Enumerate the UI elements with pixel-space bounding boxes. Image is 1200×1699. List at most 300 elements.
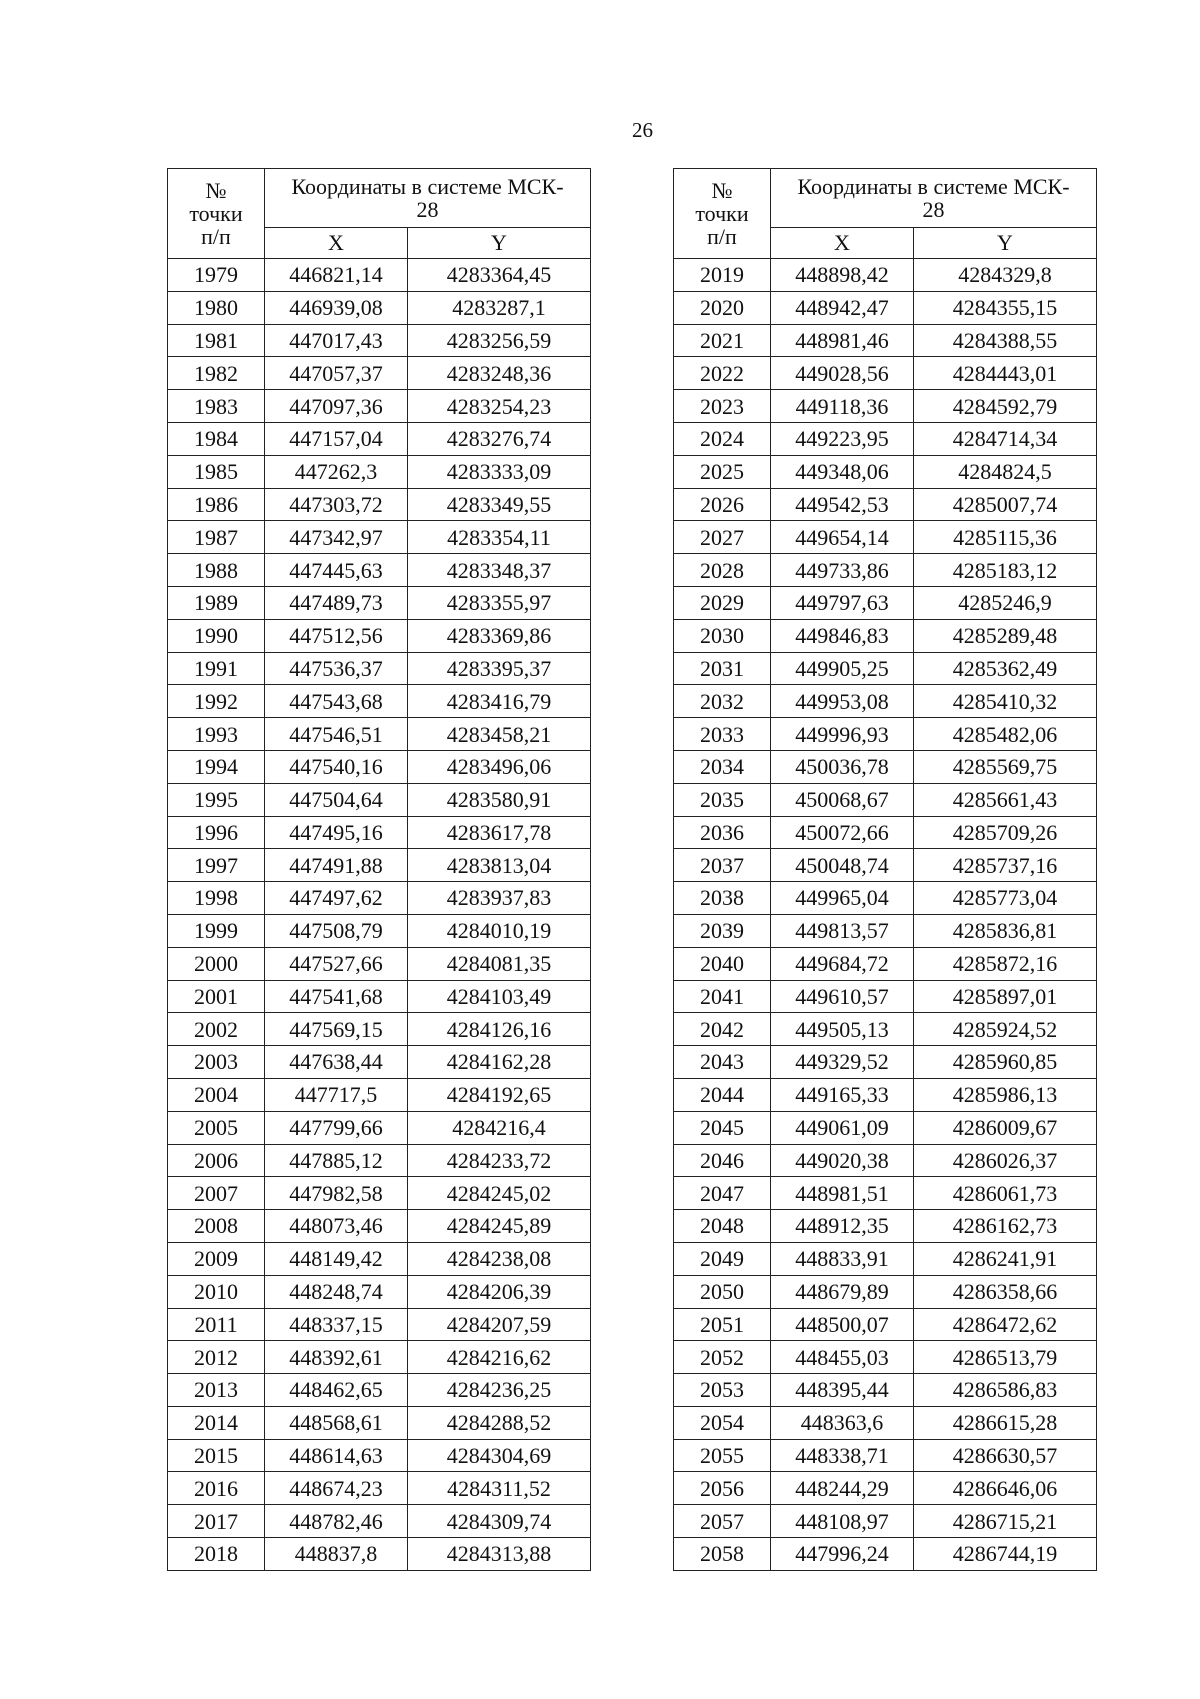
point-number-cell: 2018 (168, 1538, 265, 1571)
x-coordinate-cell: 448837,8 (265, 1538, 408, 1571)
point-number-cell: 2040 (674, 947, 771, 980)
x-coordinate-cell: 449797,63 (771, 586, 914, 619)
point-number-cell: 2023 (674, 390, 771, 423)
y-coordinate-cell: 4286241,91 (914, 1242, 1097, 1275)
x-header: X (771, 228, 914, 259)
point-number-cell: 2027 (674, 521, 771, 554)
x-coordinate-cell: 447638,44 (265, 1046, 408, 1079)
x-coordinate-cell: 449654,14 (771, 521, 914, 554)
table-row (168, 1472, 591, 1505)
x-coordinate-cell: 449953,08 (771, 685, 914, 718)
table-row (674, 488, 1097, 521)
point-number-cell: 2014 (168, 1406, 265, 1439)
y-coordinate-cell: 4285115,36 (914, 521, 1097, 554)
x-coordinate-cell: 448981,46 (771, 324, 914, 357)
table-row (674, 1406, 1097, 1439)
y-coordinate-cell: 4286026,37 (914, 1144, 1097, 1177)
y-coordinate-cell: 4283580,91 (408, 783, 591, 816)
y-coordinate-cell: 4284824,5 (914, 455, 1097, 488)
y-coordinate-cell: 4283348,37 (408, 554, 591, 587)
table-row (168, 1538, 591, 1571)
x-coordinate-cell: 449020,38 (771, 1144, 914, 1177)
point-number-cell: 2049 (674, 1242, 771, 1275)
x-coordinate-cell: 447512,56 (265, 619, 408, 652)
x-coordinate-cell: 447885,12 (265, 1144, 408, 1177)
point-number-cell: 2007 (168, 1177, 265, 1210)
table-row (168, 783, 591, 816)
point-number-cell: 2051 (674, 1308, 771, 1341)
y-coordinate-cell: 4283364,45 (408, 259, 591, 292)
y-coordinate-cell: 4283355,97 (408, 586, 591, 619)
table-body-left (168, 259, 591, 1571)
x-coordinate-cell: 447495,16 (265, 816, 408, 849)
point-number-cell: 1997 (168, 849, 265, 882)
table-row (168, 1078, 591, 1111)
x-coordinate-cell: 448462,65 (265, 1374, 408, 1407)
y-coordinate-cell: 4283354,11 (408, 521, 591, 554)
y-coordinate-cell: 4286513,79 (914, 1341, 1097, 1374)
y-coordinate-cell: 4284216,4 (408, 1111, 591, 1144)
point-number-cell: 2055 (674, 1439, 771, 1472)
x-coordinate-cell: 448679,89 (771, 1275, 914, 1308)
x-coordinate-cell: 448337,15 (265, 1308, 408, 1341)
y-coordinate-cell: 4286162,73 (914, 1210, 1097, 1243)
table-row (168, 1144, 591, 1177)
y-coordinate-cell: 4284592,79 (914, 390, 1097, 423)
table-row (674, 324, 1097, 357)
y-coordinate-cell: 4284245,02 (408, 1177, 591, 1210)
y-coordinate-cell: 4283496,06 (408, 750, 591, 783)
table-row (168, 488, 591, 521)
table-row (674, 455, 1097, 488)
table-row (674, 882, 1097, 915)
point-number-cell: 2026 (674, 488, 771, 521)
point-number-cell: 2022 (674, 357, 771, 390)
table-row (168, 291, 591, 324)
point-number-cell: 1982 (168, 357, 265, 390)
x-coordinate-cell: 448073,46 (265, 1210, 408, 1243)
y-coordinate-cell: 4284304,69 (408, 1439, 591, 1472)
point-number-cell: 2006 (168, 1144, 265, 1177)
point-number-cell: 2037 (674, 849, 771, 882)
y-coordinate-cell: 4286715,21 (914, 1505, 1097, 1538)
x-coordinate-cell: 449165,33 (771, 1078, 914, 1111)
point-number-cell: 2054 (674, 1406, 771, 1439)
table-row (168, 1046, 591, 1079)
table-row (674, 718, 1097, 751)
point-number-header: № точки п/п (168, 169, 265, 259)
y-coordinate-cell: 4283256,59 (408, 324, 591, 357)
y-coordinate-cell: 4284245,89 (408, 1210, 591, 1243)
point-number-cell: 1990 (168, 619, 265, 652)
y-coordinate-cell: 4286358,66 (914, 1275, 1097, 1308)
point-number-cell: 1994 (168, 750, 265, 783)
point-number-cell: 2057 (674, 1505, 771, 1538)
y-header: Y (408, 228, 591, 259)
y-coordinate-cell: 4284714,34 (914, 422, 1097, 455)
table-row (168, 1439, 591, 1472)
y-coordinate-cell: 4284443,01 (914, 357, 1097, 390)
point-number-cell: 2044 (674, 1078, 771, 1111)
table-row (168, 1210, 591, 1243)
y-coordinate-cell: 4285482,06 (914, 718, 1097, 751)
table-row (674, 259, 1097, 292)
x-coordinate-cell: 447799,66 (265, 1111, 408, 1144)
table-row (168, 914, 591, 947)
table-row (674, 980, 1097, 1013)
point-number-cell: 2001 (168, 980, 265, 1013)
table-row (168, 455, 591, 488)
table-row (168, 1308, 591, 1341)
x-coordinate-cell: 449813,57 (771, 914, 914, 947)
point-number-cell: 1995 (168, 783, 265, 816)
table-row (674, 1341, 1097, 1374)
point-number-cell: 2050 (674, 1275, 771, 1308)
table-row (168, 1111, 591, 1144)
x-coordinate-cell: 448363,6 (771, 1406, 914, 1439)
x-coordinate-cell: 448981,51 (771, 1177, 914, 1210)
y-coordinate-cell: 4284206,39 (408, 1275, 591, 1308)
table-row (168, 947, 591, 980)
y-coordinate-cell: 4285924,52 (914, 1013, 1097, 1046)
table-row (168, 422, 591, 455)
x-coordinate-cell: 447262,3 (265, 455, 408, 488)
point-number-cell: 2033 (674, 718, 771, 751)
table-row (168, 849, 591, 882)
point-number-cell: 2004 (168, 1078, 265, 1111)
x-coordinate-cell: 450072,66 (771, 816, 914, 849)
point-number-cell: 2010 (168, 1275, 265, 1308)
table-row (168, 652, 591, 685)
x-coordinate-cell: 446821,14 (265, 259, 408, 292)
x-header: X (265, 228, 408, 259)
y-coordinate-cell: 4285960,85 (914, 1046, 1097, 1079)
x-coordinate-cell: 449348,06 (771, 455, 914, 488)
table-row (674, 914, 1097, 947)
point-number-cell: 1999 (168, 914, 265, 947)
x-coordinate-cell: 447057,37 (265, 357, 408, 390)
y-coordinate-cell: 4285569,75 (914, 750, 1097, 783)
x-coordinate-cell: 447508,79 (265, 914, 408, 947)
x-coordinate-cell: 448912,35 (771, 1210, 914, 1243)
table-row (168, 980, 591, 1013)
point-number-cell: 2035 (674, 783, 771, 816)
x-coordinate-cell: 450068,67 (771, 783, 914, 816)
point-number-cell: 2017 (168, 1505, 265, 1538)
table-row (674, 619, 1097, 652)
point-number-cell: 2005 (168, 1111, 265, 1144)
y-coordinate-cell: 4283813,04 (408, 849, 591, 882)
point-number-cell: 1987 (168, 521, 265, 554)
table-row (674, 1013, 1097, 1046)
x-coordinate-cell: 448500,07 (771, 1308, 914, 1341)
table-row (168, 324, 591, 357)
y-coordinate-cell: 4285362,49 (914, 652, 1097, 685)
point-number-cell: 2047 (674, 1177, 771, 1210)
y-coordinate-cell: 4284236,25 (408, 1374, 591, 1407)
y-coordinate-cell: 4284192,65 (408, 1078, 591, 1111)
y-coordinate-cell: 4284081,35 (408, 947, 591, 980)
x-coordinate-cell: 449118,36 (771, 390, 914, 423)
x-coordinate-cell: 447342,97 (265, 521, 408, 554)
y-coordinate-cell: 4284238,08 (408, 1242, 591, 1275)
table-row (674, 783, 1097, 816)
x-coordinate-cell: 449905,25 (771, 652, 914, 685)
y-coordinate-cell: 4284329,8 (914, 259, 1097, 292)
table-row (168, 259, 591, 292)
point-number-cell: 2053 (674, 1374, 771, 1407)
coordinates-header: Координаты в системе МСК- 28 (265, 169, 591, 228)
table-row (168, 816, 591, 849)
y-coordinate-cell: 4284388,55 (914, 324, 1097, 357)
table-row (168, 619, 591, 652)
table-row (674, 422, 1097, 455)
x-coordinate-cell: 448568,61 (265, 1406, 408, 1439)
x-coordinate-cell: 449505,13 (771, 1013, 914, 1046)
y-coordinate-cell: 4284126,16 (408, 1013, 591, 1046)
x-coordinate-cell: 447497,62 (265, 882, 408, 915)
x-coordinate-cell: 448244,29 (771, 1472, 914, 1505)
y-coordinate-cell: 4284216,62 (408, 1341, 591, 1374)
y-coordinate-cell: 4285986,13 (914, 1078, 1097, 1111)
x-coordinate-cell: 448898,42 (771, 259, 914, 292)
point-number-cell: 2024 (674, 422, 771, 455)
point-number-cell: 2011 (168, 1308, 265, 1341)
coordinates-header: Координаты в системе МСК- 28 (771, 169, 1097, 228)
table-row (674, 1308, 1097, 1341)
y-coordinate-cell: 4284309,74 (408, 1505, 591, 1538)
table-row (168, 750, 591, 783)
y-coordinate-cell: 4284010,19 (408, 914, 591, 947)
point-number-cell: 2012 (168, 1341, 265, 1374)
point-number-cell: 2041 (674, 980, 771, 1013)
table-row (674, 1111, 1097, 1144)
table-row (674, 849, 1097, 882)
y-coordinate-cell: 4285773,04 (914, 882, 1097, 915)
x-coordinate-cell: 449733,86 (771, 554, 914, 587)
table-row (168, 357, 591, 390)
x-coordinate-cell: 448942,47 (771, 291, 914, 324)
point-number-cell: 2002 (168, 1013, 265, 1046)
x-coordinate-cell: 447996,24 (771, 1538, 914, 1571)
x-coordinate-cell: 447017,43 (265, 324, 408, 357)
x-coordinate-cell: 449965,04 (771, 882, 914, 915)
x-coordinate-cell: 447504,64 (265, 783, 408, 816)
y-coordinate-cell: 4286009,67 (914, 1111, 1097, 1144)
point-number-cell: 2048 (674, 1210, 771, 1243)
y-coordinate-cell: 4286615,28 (914, 1406, 1097, 1439)
x-coordinate-cell: 448395,44 (771, 1374, 914, 1407)
x-coordinate-cell: 448782,46 (265, 1505, 408, 1538)
x-coordinate-cell: 447303,72 (265, 488, 408, 521)
table-row (674, 1439, 1097, 1472)
y-coordinate-cell: 4284311,52 (408, 1472, 591, 1505)
x-coordinate-cell: 448149,42 (265, 1242, 408, 1275)
y-coordinate-cell: 4284233,72 (408, 1144, 591, 1177)
x-coordinate-cell: 449996,93 (771, 718, 914, 751)
point-number-cell: 1993 (168, 718, 265, 751)
point-number-cell: 1996 (168, 816, 265, 849)
table-body-right (674, 259, 1097, 1571)
table-row (674, 1472, 1097, 1505)
x-coordinate-cell: 448674,23 (265, 1472, 408, 1505)
y-coordinate-cell: 4283937,83 (408, 882, 591, 915)
point-number-cell: 2036 (674, 816, 771, 849)
y-coordinate-cell: 4286472,62 (914, 1308, 1097, 1341)
point-number-cell: 1986 (168, 488, 265, 521)
y-coordinate-cell: 4284313,88 (408, 1538, 591, 1571)
y-coordinate-cell: 4283276,74 (408, 422, 591, 455)
point-number-cell: 2030 (674, 619, 771, 652)
y-coordinate-cell: 4286744,19 (914, 1538, 1097, 1571)
table-row (168, 1177, 591, 1210)
table-row (674, 586, 1097, 619)
x-coordinate-cell: 449846,83 (771, 619, 914, 652)
x-coordinate-cell: 449223,95 (771, 422, 914, 455)
y-coordinate-cell: 4284355,15 (914, 291, 1097, 324)
x-coordinate-cell: 447982,58 (265, 1177, 408, 1210)
table-row (168, 390, 591, 423)
y-header: Y (914, 228, 1097, 259)
x-coordinate-cell: 448108,97 (771, 1505, 914, 1538)
table-row (168, 1275, 591, 1308)
point-number-header: № точки п/п (674, 169, 771, 259)
y-coordinate-cell: 4283349,55 (408, 488, 591, 521)
x-coordinate-cell: 450048,74 (771, 849, 914, 882)
point-number-cell: 2020 (674, 291, 771, 324)
point-number-cell: 1989 (168, 586, 265, 619)
y-coordinate-cell: 4283333,09 (408, 455, 591, 488)
table-row (168, 882, 591, 915)
table-row (674, 1505, 1097, 1538)
table-row (674, 1275, 1097, 1308)
point-number-cell: 1985 (168, 455, 265, 488)
y-coordinate-cell: 4286630,57 (914, 1439, 1097, 1472)
point-number-cell: 2015 (168, 1439, 265, 1472)
table-row (674, 947, 1097, 980)
x-coordinate-cell: 447527,66 (265, 947, 408, 980)
x-coordinate-cell: 447536,37 (265, 652, 408, 685)
x-coordinate-cell: 448248,74 (265, 1275, 408, 1308)
point-number-cell: 2052 (674, 1341, 771, 1374)
y-coordinate-cell: 4285661,43 (914, 783, 1097, 816)
point-number-cell: 1983 (168, 390, 265, 423)
y-coordinate-cell: 4286586,83 (914, 1374, 1097, 1407)
table-row (674, 1046, 1097, 1079)
table-row (674, 750, 1097, 783)
point-number-cell: 2031 (674, 652, 771, 685)
table-row (674, 521, 1097, 554)
x-coordinate-cell: 447489,73 (265, 586, 408, 619)
point-number-cell: 2056 (674, 1472, 771, 1505)
x-coordinate-cell: 447445,63 (265, 554, 408, 587)
point-number-cell: 2021 (674, 324, 771, 357)
x-coordinate-cell: 449684,72 (771, 947, 914, 980)
y-coordinate-cell: 4285410,32 (914, 685, 1097, 718)
table-row (674, 1242, 1097, 1275)
x-coordinate-cell: 448338,71 (771, 1439, 914, 1472)
y-coordinate-cell: 4283248,36 (408, 357, 591, 390)
y-coordinate-cell: 4283416,79 (408, 685, 591, 718)
y-coordinate-cell: 4284103,49 (408, 980, 591, 1013)
y-coordinate-cell: 4285836,81 (914, 914, 1097, 947)
point-number-cell: 2003 (168, 1046, 265, 1079)
y-coordinate-cell: 4284207,59 (408, 1308, 591, 1341)
x-coordinate-cell: 447540,16 (265, 750, 408, 783)
point-number-cell: 2008 (168, 1210, 265, 1243)
x-coordinate-cell: 447543,68 (265, 685, 408, 718)
point-number-cell: 1979 (168, 259, 265, 292)
point-number-cell: 2039 (674, 914, 771, 947)
table-row (674, 390, 1097, 423)
table-row (168, 586, 591, 619)
x-coordinate-cell: 449329,52 (771, 1046, 914, 1079)
x-coordinate-cell: 447097,36 (265, 390, 408, 423)
table-row (674, 1374, 1097, 1407)
point-number-cell: 2019 (674, 259, 771, 292)
table-row (168, 718, 591, 751)
x-coordinate-cell: 449542,53 (771, 488, 914, 521)
point-number-cell: 2029 (674, 586, 771, 619)
table-row (674, 291, 1097, 324)
point-number-cell: 2034 (674, 750, 771, 783)
x-coordinate-cell: 449028,56 (771, 357, 914, 390)
y-coordinate-cell: 4285709,26 (914, 816, 1097, 849)
y-coordinate-cell: 4285897,01 (914, 980, 1097, 1013)
y-coordinate-cell: 4283458,21 (408, 718, 591, 751)
y-coordinate-cell: 4283287,1 (408, 291, 591, 324)
point-number-cell: 1991 (168, 652, 265, 685)
x-coordinate-cell: 449610,57 (771, 980, 914, 1013)
x-coordinate-cell: 448833,91 (771, 1242, 914, 1275)
table-row (674, 1078, 1097, 1111)
point-number-cell: 1984 (168, 422, 265, 455)
table-row (674, 1538, 1097, 1571)
x-coordinate-cell: 447717,5 (265, 1078, 408, 1111)
y-coordinate-cell: 4283395,37 (408, 652, 591, 685)
y-coordinate-cell: 4286061,73 (914, 1177, 1097, 1210)
point-number-cell: 1992 (168, 685, 265, 718)
table-row (168, 1505, 591, 1538)
point-number-cell: 2013 (168, 1374, 265, 1407)
x-coordinate-cell: 447157,04 (265, 422, 408, 455)
table-row (674, 554, 1097, 587)
table-row (168, 1242, 591, 1275)
y-coordinate-cell: 4283369,86 (408, 619, 591, 652)
table-row (674, 357, 1097, 390)
x-coordinate-cell: 447569,15 (265, 1013, 408, 1046)
table-row (674, 1210, 1097, 1243)
point-number-cell: 2016 (168, 1472, 265, 1505)
point-number-cell: 2000 (168, 947, 265, 980)
point-number-cell: 2038 (674, 882, 771, 915)
table-row (168, 1374, 591, 1407)
table-row (168, 685, 591, 718)
point-number-cell: 2043 (674, 1046, 771, 1079)
table-row (168, 1341, 591, 1374)
y-coordinate-cell: 4285737,16 (914, 849, 1097, 882)
point-number-cell: 2009 (168, 1242, 265, 1275)
y-coordinate-cell: 4285289,48 (914, 619, 1097, 652)
x-coordinate-cell: 447546,51 (265, 718, 408, 751)
table-row (674, 652, 1097, 685)
x-coordinate-cell: 447491,88 (265, 849, 408, 882)
x-coordinate-cell: 450036,78 (771, 750, 914, 783)
table-row (674, 685, 1097, 718)
y-coordinate-cell: 4283617,78 (408, 816, 591, 849)
coordinates-table-right (673, 168, 1097, 1571)
y-coordinate-cell: 4285007,74 (914, 488, 1097, 521)
